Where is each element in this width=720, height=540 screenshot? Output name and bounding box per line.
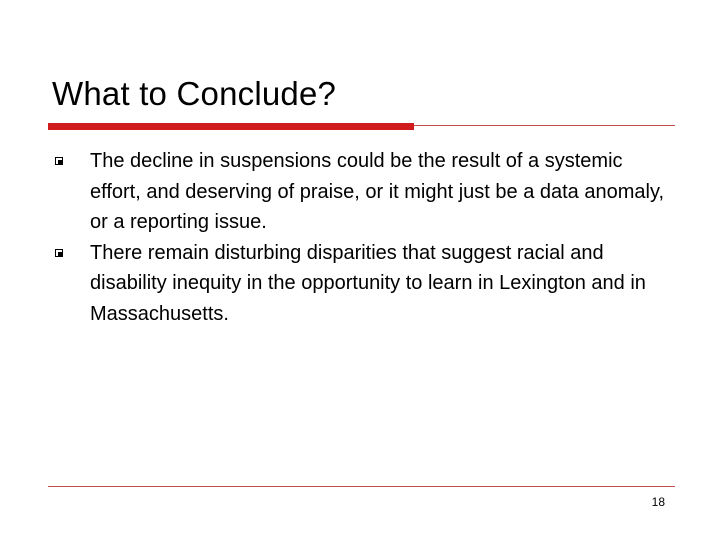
footer-divider-line [48,486,675,487]
bullet-item [52,238,672,330]
page-number: 18 [651,495,665,509]
square-bullet-icon [55,249,63,257]
title-accent-bar [48,123,414,130]
slide-title: What to Conclude? [52,75,337,112]
bullet-text: The decline in suspensions could be the result of a systemic effort, and deserving of praise, or it might just be a data anomaly, or a reporting issue. [90,150,665,233]
square-bullet-icon [55,157,63,165]
bullet-text: There remain disturbing disparities that suggest racial and disability inequity in the opportunity to learn in Lexington and in Massachusetts. [90,241,646,325]
bullet-list [52,146,672,329]
bullet-item [52,146,672,238]
